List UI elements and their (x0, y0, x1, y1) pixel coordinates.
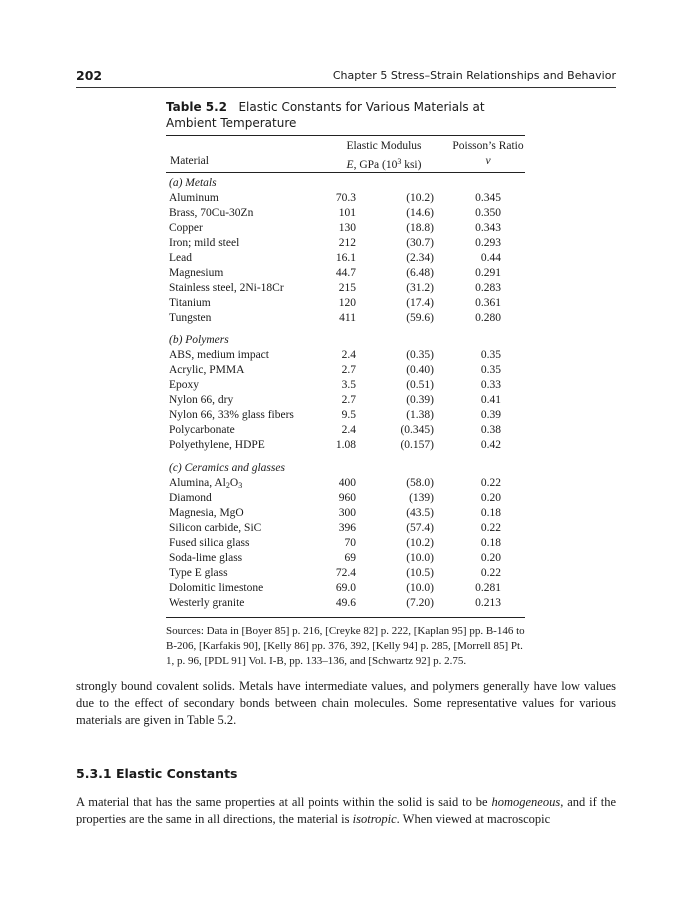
cell-material: Type E glass (169, 567, 228, 579)
table-row (166, 251, 536, 266)
cell-poisson: 0.291 (475, 267, 501, 279)
cell-modulus-gpa: 212 (338, 237, 356, 249)
cell-material: Iron; mild steel (169, 237, 240, 249)
section-ceramics (166, 461, 536, 611)
table-row (166, 423, 536, 438)
cell-poisson: 0.35 (480, 364, 501, 376)
cell-poisson: 0.42 (480, 439, 501, 451)
cell-material: Aluminum (169, 192, 219, 204)
cell-modulus-ksi: (31.2) (406, 282, 434, 294)
cell-modulus-ksi: (58.0) (406, 477, 434, 489)
cell-poisson: 0.44 (480, 252, 501, 264)
table-row (166, 191, 536, 206)
page-header (76, 68, 616, 84)
cell-modulus-ksi: (43.5) (406, 507, 434, 519)
running-head: Chapter 5 Stress–Strain Relationships and Behavior (332, 69, 616, 82)
cell-poisson: 0.39 (480, 409, 501, 421)
cell-poisson: 0.22 (480, 477, 501, 489)
table-row (166, 506, 536, 521)
cell-poisson: 0.20 (480, 552, 501, 564)
section-title-polymers: (b) Polymers (169, 334, 229, 346)
poisson-header-line2: ν (485, 155, 491, 167)
table-row (166, 236, 536, 251)
cell-modulus-ksi: (2.34) (406, 252, 434, 264)
cell-poisson: 0.350 (475, 207, 501, 219)
subsection-heading: 5.3.1 Elastic Constants (76, 766, 238, 781)
table-row (166, 521, 536, 536)
cell-poisson: 0.213 (475, 597, 501, 609)
table-sources-note: Sources: Data in [Boyer 85] p. 216, [Creyke 82] p. 222, [Kaplan 95] pp. B-146 to B-206, [Karfakis 90], [Kelly 86] pp. 376, 392, [Kelly 94] p. 285, [Morrell 85] Pt. 1, p. 96, [PDL 91] Vol. I-B, pp. 133–136, and [Schwartz 92] p. 2.75. (166, 625, 525, 667)
cell-material: Westerly granite (169, 597, 245, 609)
body-paragraph-1: strongly bound covalent solids. Metals have intermediate values, and polymers generally have low values due to the effect of secondary bonds between chain molecules. Some representative values for various materials are given in Table 5.2. (76, 679, 616, 727)
cell-modulus-gpa: 960 (338, 492, 356, 504)
column-header-modulus (318, 139, 450, 173)
table-label: Table 5.2 (166, 100, 228, 114)
table-row (166, 438, 536, 453)
table-header-rule (166, 172, 525, 173)
cell-poisson: 0.361 (475, 297, 501, 309)
page-number: 202 (76, 68, 103, 83)
cell-poisson: 0.283 (475, 282, 501, 294)
cell-poisson: 0.18 (480, 537, 501, 549)
cell-modulus-gpa: 215 (338, 282, 356, 294)
cell-modulus-ksi: (10.5) (406, 567, 434, 579)
cell-modulus-gpa: 70 (344, 537, 356, 549)
cell-modulus-gpa: 2.4 (341, 349, 356, 361)
cell-poisson: 0.280 (475, 312, 501, 324)
cell-modulus-gpa: 411 (339, 312, 356, 324)
section-title-metals: (a) Metals (169, 177, 217, 189)
cell-modulus-gpa: 396 (338, 522, 356, 534)
cell-modulus-gpa: 130 (338, 222, 356, 234)
table-row (166, 378, 536, 393)
cell-poisson: 0.18 (480, 507, 501, 519)
cell-modulus-ksi: (0.39) (406, 394, 434, 406)
cell-modulus-ksi: (10.0) (406, 552, 434, 564)
cell-modulus-gpa: 101 (338, 207, 356, 219)
cell-material: Epoxy (169, 379, 200, 391)
cell-modulus-ksi: (57.4) (406, 522, 434, 534)
cell-material: Stainless steel, 2Ni-18Cr (169, 282, 284, 294)
table-row (166, 536, 536, 551)
cell-poisson: 0.41 (480, 394, 501, 406)
cell-modulus-gpa: 400 (338, 477, 356, 489)
table-row (166, 296, 536, 311)
cell-modulus-gpa: 2.7 (341, 364, 356, 376)
cell-material: Magnesium (169, 267, 224, 279)
cell-material: Fused silica glass (169, 537, 250, 549)
cell-modulus-ksi: (10.0) (406, 582, 434, 594)
table-row (166, 311, 536, 326)
cell-modulus-gpa: 69.0 (335, 582, 356, 594)
cell-material: Diamond (169, 492, 212, 504)
section-title-ceramics: (c) Ceramics and glasses (169, 462, 285, 474)
cell-material: Acrylic, PMMA (169, 364, 245, 376)
cell-modulus-gpa: 1.08 (335, 439, 356, 451)
cell-modulus-gpa: 2.7 (341, 394, 356, 406)
header-rule (76, 87, 616, 88)
cell-modulus-ksi: (14.6) (406, 207, 434, 219)
table-row (166, 491, 536, 506)
table-row (166, 408, 536, 423)
cell-modulus-gpa: 16.1 (335, 252, 356, 264)
cell-material: Magnesia, MgO (169, 507, 244, 519)
table-top-rule (166, 135, 525, 136)
table-row (166, 581, 536, 596)
table-row (166, 596, 536, 611)
cell-material: ABS, medium impact (169, 349, 269, 361)
table-row (166, 551, 536, 566)
table-row (166, 363, 536, 378)
body-paragraph-2: A material that has the same properties at all points within the solid is said to be homogeneous, and if the properties are the same in all directions, the material is isotropic. When viewed at macroscopic (76, 795, 616, 826)
table-row (166, 393, 536, 408)
cell-modulus-gpa: 120 (338, 297, 356, 309)
cell-poisson: 0.33 (480, 379, 501, 391)
modulus-header-line2: E, GPa ($10^3$ ksi) (346, 157, 422, 171)
cell-modulus-gpa: 300 (338, 507, 356, 519)
term-isotropic: isotropic (352, 812, 397, 826)
table-title: Elastic Constants for Various Materials at Ambient Temperature (166, 100, 485, 130)
table-row (166, 476, 536, 491)
cell-modulus-ksi: (0.40) (406, 364, 434, 376)
cell-modulus-gpa: 69 (344, 552, 356, 564)
cell-modulus-gpa: 72.4 (335, 567, 356, 579)
cell-material: Lead (169, 252, 192, 264)
column-header-material: Material (170, 155, 209, 167)
cell-modulus-ksi: (7.20) (406, 597, 434, 609)
cell-modulus-ksi: (0.35) (406, 349, 434, 361)
cell-material: Nylon 66, dry (169, 394, 234, 406)
cell-modulus-ksi: (139) (409, 492, 434, 504)
poisson-header-line1: Poisson’s Ratio (452, 140, 524, 152)
cell-modulus-ksi: (59.6) (406, 312, 434, 324)
section-polymers (166, 333, 536, 453)
table-row (166, 206, 536, 221)
cell-modulus-ksi: (1.38) (406, 409, 434, 421)
cell-poisson: 0.22 (480, 567, 501, 579)
cell-material: Silicon carbide, SiC (169, 522, 262, 534)
cell-material: Copper (169, 222, 203, 234)
cell-modulus-gpa: 70.3 (335, 192, 356, 204)
cell-modulus-gpa: 3.5 (341, 379, 356, 391)
cell-poisson: 0.281 (475, 582, 501, 594)
table-row (166, 221, 536, 236)
cell-modulus-gpa: 9.5 (341, 409, 356, 421)
cell-poisson: 0.22 (480, 522, 501, 534)
cell-material: Polyethylene, HDPE (169, 439, 265, 451)
cell-modulus-ksi: (0.51) (406, 379, 434, 391)
table-row (166, 266, 536, 281)
cell-material: Soda-lime glass (169, 552, 243, 564)
cell-modulus-ksi: (17.4) (406, 297, 434, 309)
cell-modulus-ksi: (0.157) (400, 439, 434, 451)
cell-poisson: 0.345 (475, 192, 501, 204)
cell-modulus-gpa: 2.4 (341, 424, 356, 436)
cell-modulus-ksi: (18.8) (406, 222, 434, 234)
cell-material: Alumina, $Al_2O_3$ (169, 477, 243, 490)
cell-material: Dolomitic limestone (169, 582, 264, 594)
cell-material: Titanium (169, 297, 211, 309)
cell-modulus-gpa: 44.7 (335, 267, 356, 279)
cell-modulus-gpa: 49.6 (335, 597, 356, 609)
cell-poisson: 0.20 (480, 492, 501, 504)
modulus-header-line1: Elastic Modulus (346, 140, 422, 152)
table-bottom-rule (166, 617, 525, 618)
section-metals (166, 176, 536, 326)
cell-modulus-ksi: (6.48) (406, 267, 434, 279)
cell-material: Nylon 66, 33% glass fibers (169, 409, 294, 421)
cell-poisson: 0.38 (480, 424, 501, 436)
table-caption (166, 99, 536, 131)
cell-material: Tungsten (169, 312, 212, 324)
cell-modulus-ksi: (10.2) (406, 192, 434, 204)
cell-modulus-ksi: (0.345) (400, 424, 434, 436)
cell-material: Polycarbonate (169, 424, 235, 436)
cell-material: Brass, 70Cu-30Zn (169, 207, 254, 219)
cell-poisson: 0.293 (475, 237, 501, 249)
table-row (166, 566, 536, 581)
table-row (166, 281, 536, 296)
term-homogeneous: homogeneous (491, 795, 561, 809)
cell-poisson: 0.35 (480, 349, 501, 361)
cell-modulus-ksi: (30.7) (406, 237, 434, 249)
cell-modulus-ksi: (10.2) (406, 537, 434, 549)
table-row (166, 348, 536, 363)
column-header-poisson (442, 139, 534, 169)
cell-poisson: 0.343 (475, 222, 501, 234)
